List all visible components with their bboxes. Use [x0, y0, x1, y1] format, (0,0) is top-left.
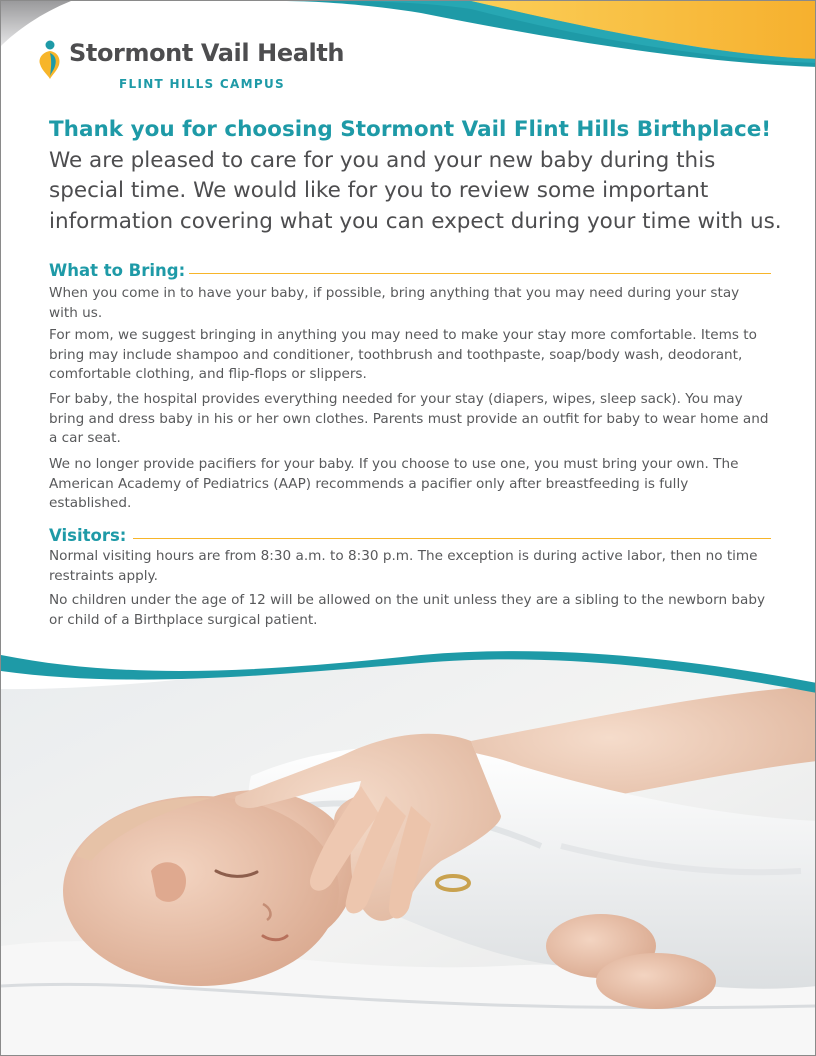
bring-paragraph: For baby, the hospital provides everything needed for your stay (diapers, wipes, sleep sack). You may bring and dress baby in his or her own clothes. Parents must provide an outfit for baby to wear home and a car seat. — [49, 391, 769, 446]
section-divider — [189, 273, 771, 274]
visitors-paragraph: No children under the age of 12 will be allowed on the unit unless they are a sibling to the newborn baby or child of a Birthplace surgical patient. — [49, 592, 766, 628]
intro-text: We are pleased to care for you and your new baby during this special time. We would like for you to review some important information covering what you can expect during your time with us. — [49, 147, 782, 234]
bring-paragraph: For mom, we suggest bringing in anything you may need to make your stay more comfortable. Items to bring may include shampoo and conditioner, toothbrush and toothpaste, soap/body wash, deodorant, comfortable clothing, and flip-flops or slippers. — [49, 327, 757, 382]
section-divider — [133, 538, 771, 539]
photo-wave-decoration — [1, 641, 816, 711]
stormont-vail-logo — [37, 39, 357, 99]
campus-name: FLINT HILLS CAMPUS — [119, 77, 285, 91]
logo-mark-icon — [37, 39, 63, 79]
visitors-header — [49, 526, 771, 548]
brand-name: Stormont Vail Health — [69, 39, 345, 67]
bring-paragraph: When you come in to have your baby, if possible, bring anything that you may need during your stay with us. — [49, 285, 740, 321]
intro-paragraph — [49, 115, 789, 237]
intro-highlight: Thank you for choosing Stormont Vail Flint Hills Birthplace! — [49, 117, 772, 142]
bring-paragraph: We no longer provide pacifiers for your baby. If you choose to use one, you must bring your own. The American Academy of Pediatrics (AAP) recommends a pacifier only after breastfeeding is fully established. — [49, 456, 739, 511]
section-title-visitors: Visitors: — [49, 526, 132, 545]
section-title-what-to-bring: What to Bring: — [49, 261, 191, 280]
visitors-paragraph: Normal visiting hours are from 8:30 a.m. to 8:30 p.m. The exception is during active labor, then no time restraints apply. — [49, 548, 758, 584]
what-to-bring-header — [49, 261, 771, 283]
